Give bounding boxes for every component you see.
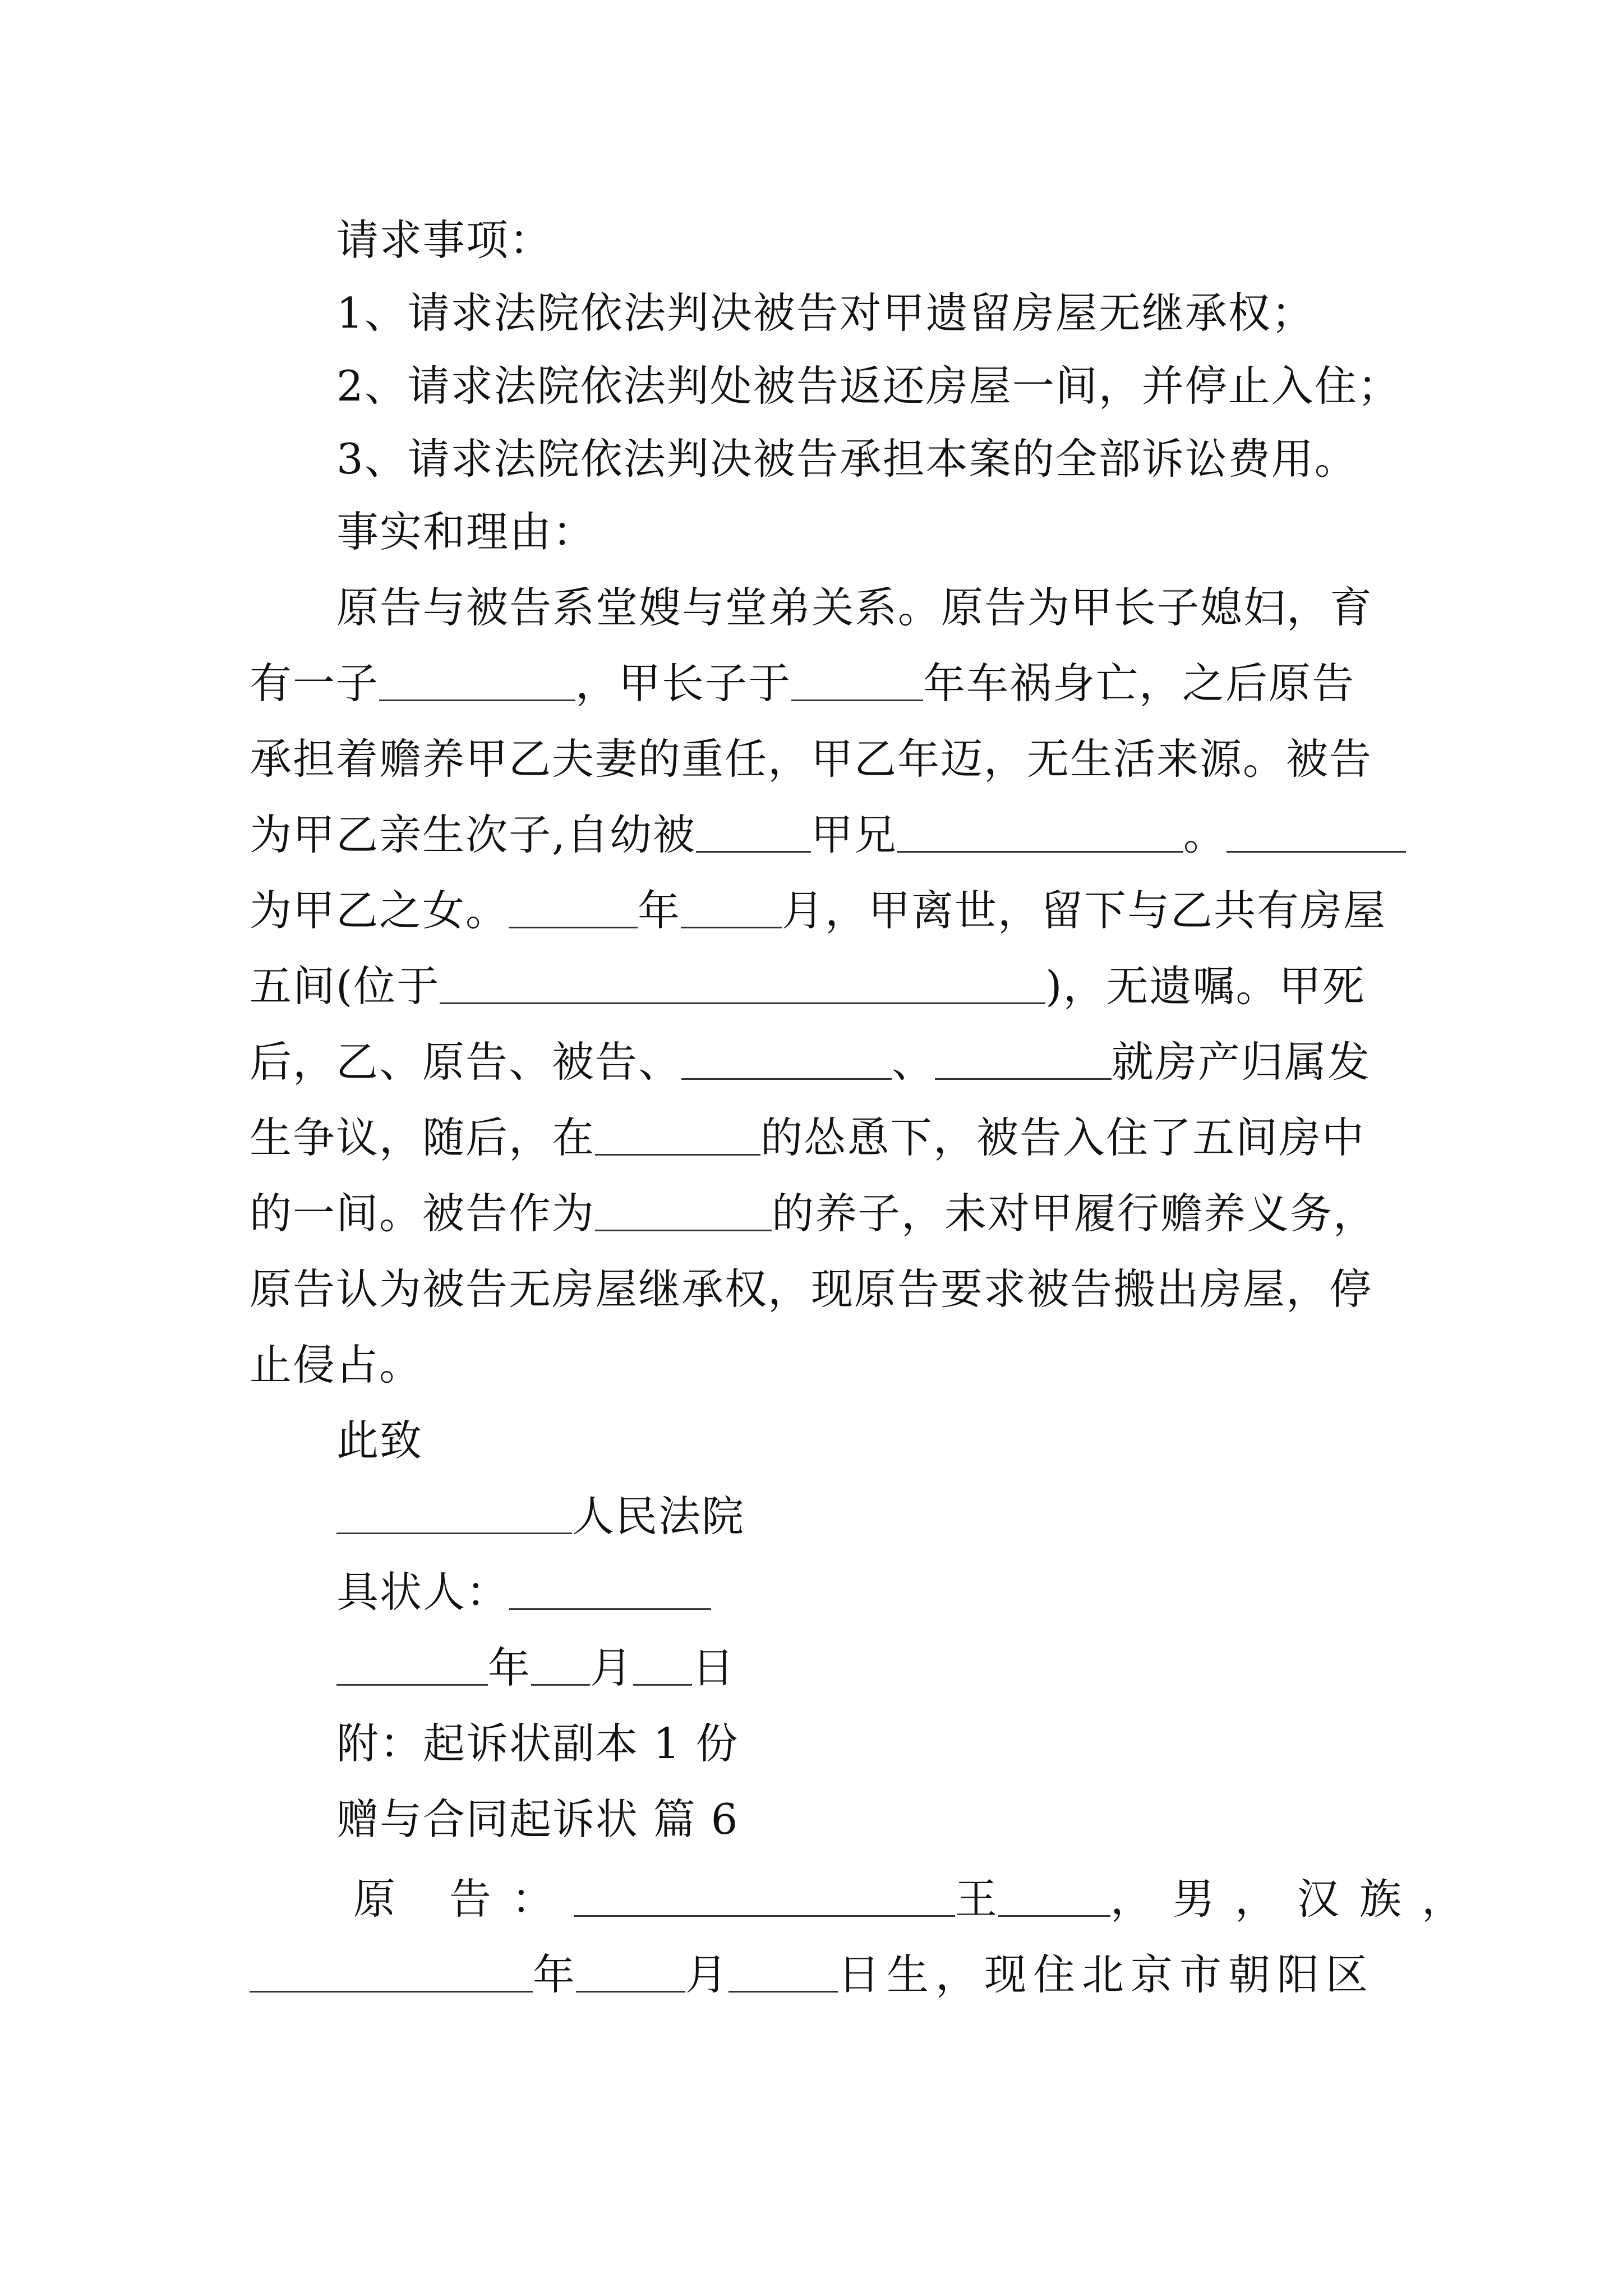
request-item-3: 3、请求法院依法判决被告承担本案的全部诉讼费用。: [336, 434, 1358, 484]
text-run: 年车祸身亡，之后原告: [923, 659, 1355, 708]
blank-field: [681, 894, 782, 928]
plaintiff-details: ，男，汉族，: [1110, 1874, 1484, 1924]
birth-residence: 日生，现住北京市朝阳区: [838, 1950, 1375, 1999]
birth-line: [250, 1947, 1375, 2003]
blank-field: [576, 1958, 685, 1993]
facts-paragraph-line: [250, 1110, 1365, 1166]
court-line: [336, 1488, 745, 1544]
text-run: 为甲乙之女。: [250, 886, 509, 935]
text-run: ，甲长子于: [575, 659, 792, 708]
facts-paragraph-line: [250, 882, 1386, 938]
requests-heading: 请求事项：: [336, 215, 553, 265]
date-line: [336, 1640, 735, 1696]
date-year-label: 年: [488, 1643, 532, 1692]
plaintiff-line: [353, 1871, 1484, 1927]
text-run: )，无遗嘱。甲死: [1045, 961, 1366, 1011]
blank-field: [935, 1046, 1112, 1080]
text-run: 为甲乙亲生次子,自幼被: [250, 810, 696, 859]
facts-paragraph-line: 止侵占。: [250, 1340, 423, 1389]
facts-paragraph-line: [250, 1185, 1376, 1241]
petitioner-line: [336, 1564, 711, 1620]
request-item-2: 2、请求法院依法判处被告返还房屋一间，并停止入住；: [336, 361, 1401, 411]
facts-paragraph-line: [250, 655, 1355, 711]
text-run: 五间(位于: [250, 961, 440, 1011]
blank-field: [897, 818, 1183, 853]
blank-field: [440, 970, 1045, 1004]
blank-field: [250, 1958, 533, 1993]
blank-field: [509, 894, 638, 928]
text-run: 就房产归属发: [1112, 1037, 1371, 1087]
birth-month-label: 月: [685, 1950, 729, 1999]
plaintiff-label: 原 告：: [353, 1874, 574, 1924]
text-run: 的一间。被告作为: [250, 1189, 596, 1238]
blank-field: [595, 1197, 772, 1231]
salutation: 此致: [336, 1416, 423, 1465]
text-run: 月，甲离世，留下与乙共有房屋: [782, 886, 1387, 935]
text-run: 后，乙、原告、被告、: [250, 1037, 682, 1087]
facts-paragraph-line: [250, 1034, 1371, 1090]
blank-field: [998, 1883, 1110, 1917]
petitioner-label: 具状人：: [336, 1567, 510, 1617]
text-run: 甲兄: [810, 810, 897, 859]
facts-paragraph-line: [250, 958, 1366, 1014]
date-month-label: 月: [590, 1643, 634, 1692]
section-title: 赠与合同起诉状 篇 6: [336, 1795, 739, 1844]
blank-field: [336, 1500, 572, 1534]
blank-field: [728, 1958, 838, 1993]
facts-heading: 事实和理由：: [336, 507, 596, 556]
text-run: 。: [1183, 810, 1227, 859]
blank-field: [379, 667, 575, 701]
blank-field: [696, 818, 811, 853]
text-run: 年: [638, 886, 681, 935]
text-run: 的养子，未对甲履行赡养义务，: [772, 1189, 1377, 1238]
blank-field: [531, 1651, 590, 1686]
text-run: 、: [892, 1037, 935, 1087]
blank-field: [574, 1883, 955, 1917]
facts-paragraph-line: 原告认为被告无房屋继承权，现原告要求被告搬出房屋，停: [250, 1264, 1373, 1314]
text-run: 生争议，随后，在: [250, 1113, 596, 1162]
text-run: 有一子: [250, 659, 380, 708]
facts-paragraph-line: [250, 807, 1406, 863]
blank-field: [791, 667, 923, 701]
attachment-line: 附：起诉状副本 1 份: [336, 1719, 739, 1768]
text-run: 的怂恿下，被告入住了五间房中: [760, 1113, 1366, 1162]
birth-year-label: 年: [533, 1950, 577, 1999]
court-name: 人民法院: [572, 1492, 745, 1541]
blank-field: [595, 1121, 760, 1156]
blank-field: [336, 1651, 488, 1686]
blank-field: [681, 1046, 892, 1080]
date-day-label: 日: [692, 1643, 736, 1692]
blank-field: [633, 1651, 692, 1686]
blank-field: [509, 1576, 711, 1610]
facts-paragraph-line: 承担着赡养甲乙夫妻的重任，甲乙年迈，无生活来源。被告: [250, 734, 1373, 784]
plaintiff-surname: 王: [955, 1874, 998, 1924]
blank-field: [1227, 818, 1406, 853]
facts-paragraph-line: 原告与被告系堂嫂与堂弟关系。原告为甲长子媳妇，育: [336, 583, 1373, 632]
request-item-1: 1、请求法院依法判决被告对甲遗留房屋无继承权；: [336, 288, 1315, 338]
